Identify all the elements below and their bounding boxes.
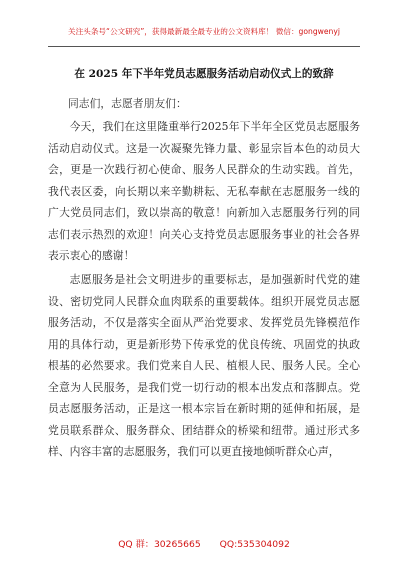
- top-banner-notice: 关注头条号“公文研究”，获得最新最全最专业的公文资料库！ 微信：gongwenyj: [68, 27, 340, 36]
- paragraph-2: 志愿服务是社会文明进步的重要标志，是加强新时代党的建设、密切党同人民群众血肉联系的重要载体。组织开展党员志愿服务活动，不仅是落实全面从严治党要求、发挥党员先锋模范作用的具体行动，更是新形势下传承党的优良传统、巩固党的执政根基的必然要求。我们党来自人民、植根人民、服务人民。全心全意为人民服务，是我们党一切行动的根本出发点和落脚点。党员志愿服务活动，正是这一根本宗旨在新时期的延伸和拓展，是党员联系群众、服务群众、团结群众的桥梁和纽带。通过形式多样、内容丰富的志愿服务，我们可以更直接地倾听群众心声，: [48, 273, 360, 458]
- footer-contact: [0, 536, 408, 550]
- document-title: 在 2025 年下半年党员志愿服务活动启动仪式上的致辞: [74, 68, 334, 80]
- paragraph-1: 今天，我们在这里隆重举行2025年下半年全区党员志愿服务活动启动仪式。这是一次凝聚先锋力量、彰显宗旨本色的动员大会，更是一次践行初心使命、服务人民群众的生动实践。首先，我代表区委，向长期以来辛勤耕耘、无私奉献在志愿服务一线的广大党员同志们，致以崇高的敬意！向新加入志愿服务行列的同志们表示热烈的欢迎！向关心支持党员志愿服务事业的社会各界表示衷心的感谢！: [48, 120, 360, 262]
- footer-qq-group: QQ 群：30265665: [118, 539, 201, 550]
- salutation: 同志们，志愿者朋友们：: [68, 97, 187, 110]
- header-divider: [48, 46, 360, 47]
- footer-qq: QQ:535304092: [219, 539, 290, 550]
